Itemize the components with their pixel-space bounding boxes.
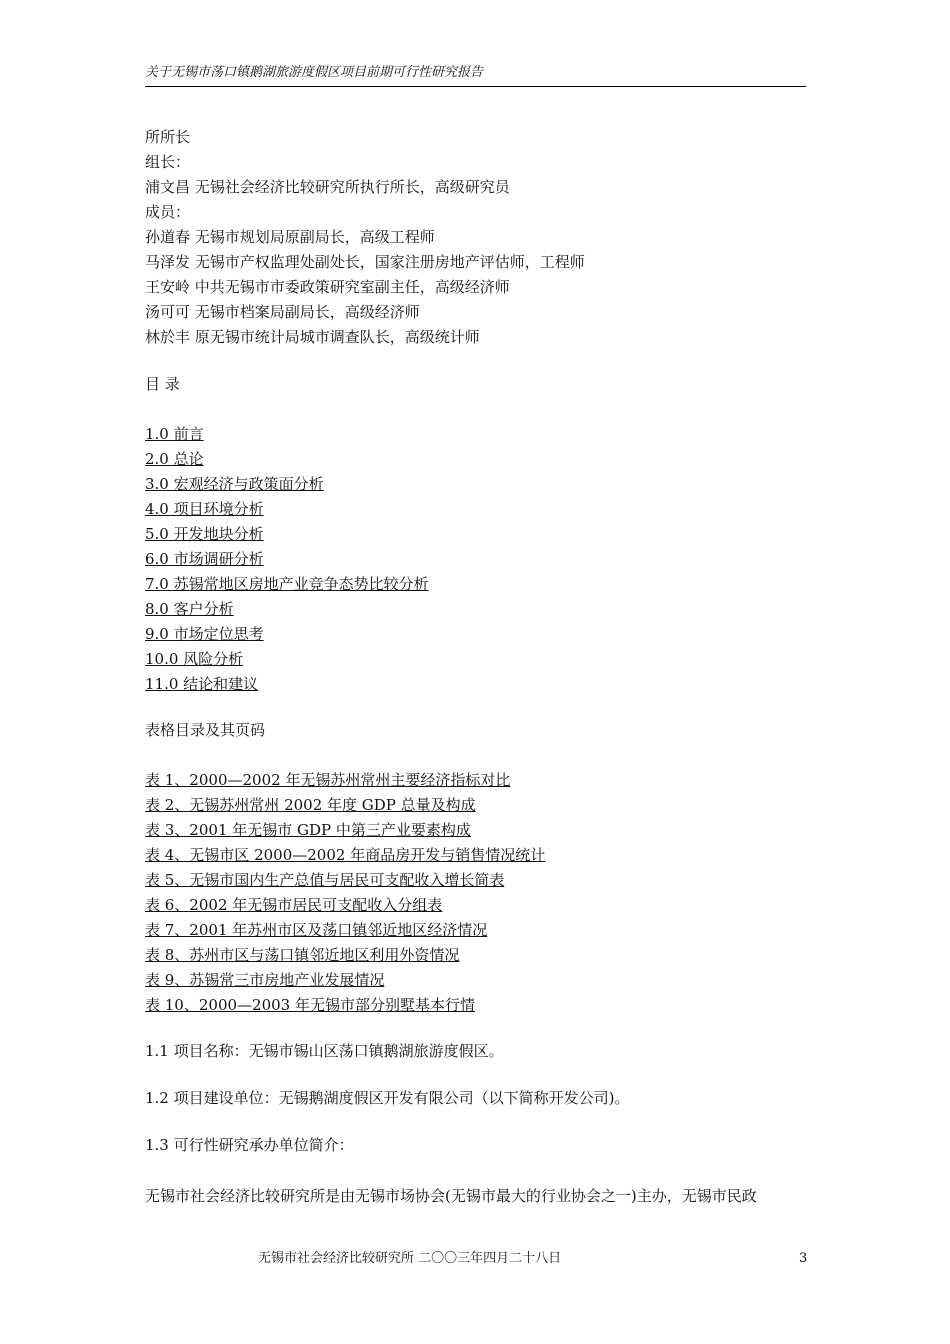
toc-link[interactable]: 1.0 前言 xyxy=(145,425,204,443)
project-builder-paragraph: 1.2 项目建设单位：无锡鹅湖度假区开发有限公司（以下简称开发公司)。 xyxy=(145,1089,630,1107)
footer-org-date: 无锡市社会经济比较研究所 二〇〇三年四月二十八日 xyxy=(258,1251,562,1266)
institute-intro-paragraph: 无锡市社会经济比较研究所是由无锡市场协会(无锡市最大的行业协会之一)主办，无锡市民政 xyxy=(145,1187,757,1205)
toc-title: 目 录 xyxy=(145,375,180,393)
toc-link[interactable]: 10.0 风险分析 xyxy=(145,650,244,668)
toc-link[interactable]: 7.0 苏锡常地区房地产业竞争态势比较分析 xyxy=(145,575,429,593)
toc-link[interactable]: 2.0 总论 xyxy=(145,450,204,468)
table-link[interactable]: 表 1、2000—2002 年无锡苏州常州主要经济指标对比 xyxy=(145,771,511,789)
toc-link[interactable]: 3.0 宏观经济与政策面分析 xyxy=(145,475,324,493)
table-link[interactable]: 表 2、无锡苏州常州 2002 年度 GDP 总量及构成 xyxy=(145,796,476,814)
toc-link[interactable]: 5.0 开发地块分析 xyxy=(145,525,264,543)
table-link[interactable]: 表 8、苏州市区与荡口镇邻近地区利用外资情况 xyxy=(145,946,460,964)
table-link[interactable]: 表 3、2001 年无锡市 GDP 中第三产业要素构成 xyxy=(145,821,471,839)
team-member: 孙道春 无锡市规划局原副局长，高级工程师 xyxy=(145,228,435,246)
tables-toc-title: 表格目录及其页码 xyxy=(145,721,266,739)
toc-link[interactable]: 9.0 市场定位思考 xyxy=(145,625,264,643)
toc-link[interactable]: 6.0 市场调研分析 xyxy=(145,550,264,568)
page-header xyxy=(145,64,806,87)
feasibility-unit-heading: 1.3 可行性研究承办单位简介： xyxy=(145,1136,354,1154)
team-carry-over: 所所长 xyxy=(145,128,191,146)
team-member: 林於丰 原无锡市统计局城市调查队长，高级统计师 xyxy=(145,328,480,346)
team-member: 汤可可 无锡市档案局副局长，高级经济师 xyxy=(145,303,420,321)
header-title: 关于无锡市荡口镇鹅湖旅游度假区项目前期可行性研究报告 xyxy=(145,65,484,80)
table-link[interactable]: 表 7、2001 年苏州市区及荡口镇邻近地区经济情况 xyxy=(145,921,488,939)
toc-link[interactable]: 8.0 客户分析 xyxy=(145,600,234,618)
table-link[interactable]: 表 4、无锡市区 2000—2002 年商品房开发与销售情况统计 xyxy=(145,846,546,864)
table-link[interactable]: 表 9、苏锡常三市房地产业发展情况 xyxy=(145,971,385,989)
table-link[interactable]: 表 6、2002 年无锡市居民可支配收入分组表 xyxy=(145,896,443,914)
table-link[interactable]: 表 5、无锡市国内生产总值与居民可支配收入增长简表 xyxy=(145,871,505,889)
project-name-paragraph: 1.1 项目名称：无锡市锡山区荡口镇鹅湖旅游度假区。 xyxy=(145,1042,504,1060)
team-leader-label: 组长： xyxy=(145,153,191,171)
page-number: 3 xyxy=(799,1251,808,1266)
team-leader: 浦文昌 无锡社会经济比较研究所执行所长，高级研究员 xyxy=(145,178,510,196)
team-member: 王安岭 中共无锡市市委政策研究室副主任，高级经济师 xyxy=(145,278,510,296)
toc-link[interactable]: 11.0 结论和建议 xyxy=(145,675,259,693)
toc-link[interactable]: 4.0 项目环境分析 xyxy=(145,500,264,518)
team-member: 马泽发 无锡市产权监理处副处长，国家注册房地产评估师，工程师 xyxy=(145,253,585,271)
table-link[interactable]: 表 10、2000—2003 年无锡市部分别墅基本行情 xyxy=(145,996,475,1014)
team-members-label: 成员： xyxy=(145,203,191,221)
